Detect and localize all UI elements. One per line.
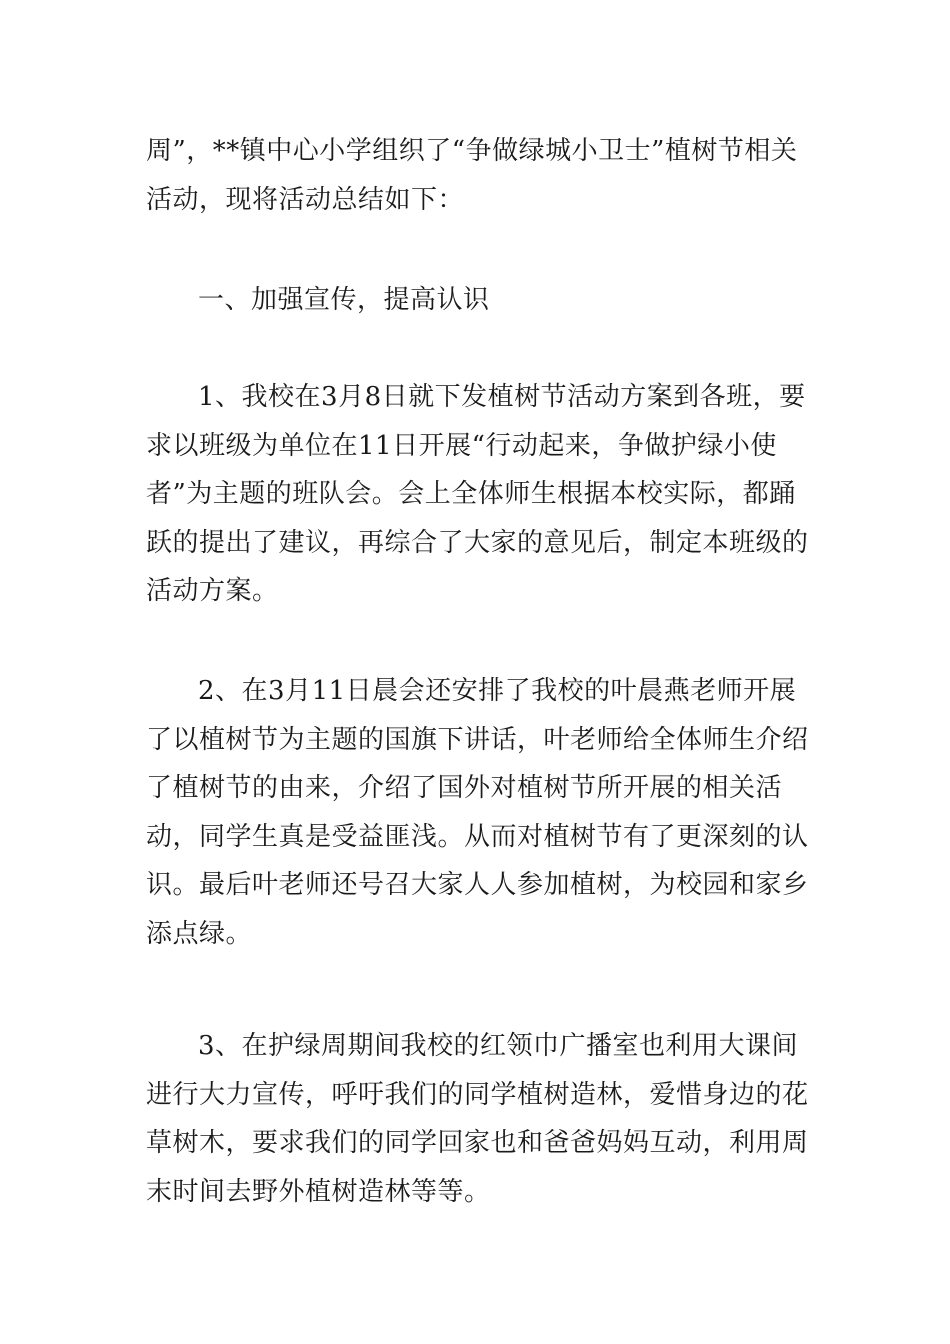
paragraph-item-3: 3、在护绿周期间我校的红领巾广播室也利用大课间进行大力宣传，呼吁我们的同学植树造林，爱惜身边的花草树木，要求我们的同学回家也和爸爸妈妈互动，利用周末时间去野外植树造林等等。	[146, 1031, 809, 1207]
paragraph-item-1: 1、我校在3月8日就下发植树节活动方案到各班，要求以班级为单位在11日开展“行动起来，争做护绿小使者”为主题的班队会。会上全体师生根据本校实际，都踊跃的提出了建议，再综合了大家的意见后，制定本班级的活动方案。	[146, 382, 809, 606]
paragraph-item-2: 2、在3月11日晨会还安排了我校的叶晨燕老师开展了以植树节为主题的国旗下讲话，叶老师给全体师生介绍了植树节的由来，介绍了国外对植树节所开展的相关活动，同学生真是受益匪浅。从而对植树节有了更深刻的认识。最后叶老师还号召大家人人参加植树，为校园和家乡添点绿。	[146, 676, 809, 949]
intro-paragraph: 周”，**镇中心小学组织了“争做绿城小卫士”植树节相关活动，现将活动总结如下：	[146, 136, 798, 215]
section-heading-1: 一、加强宣传，提高认识	[198, 285, 490, 315]
